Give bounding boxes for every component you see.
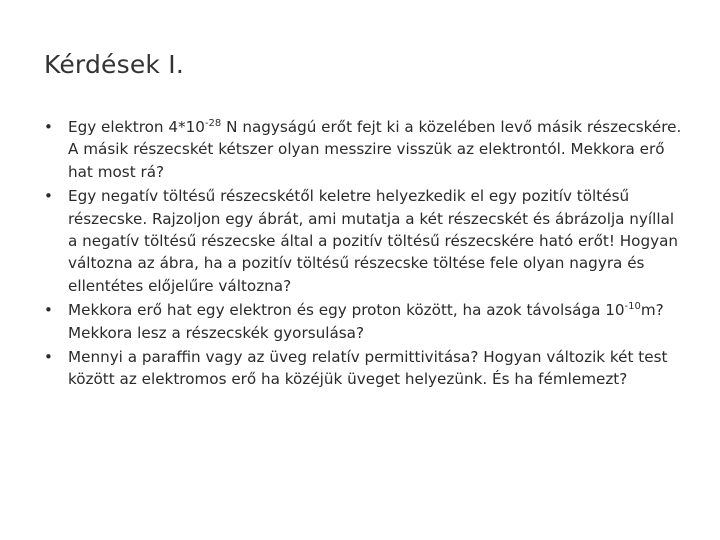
question-item-1 [44,116,684,183]
question-item-2 [44,185,684,297]
question-4-text: Mennyi a paraffin vagy az üveg relatív permittivitása? Hogyan változik két test között az elektromos erő ha közéjük üveget helyezünk. És ha fémlemezt? [68,348,668,389]
question-list [44,116,684,393]
question-1-text-start: Egy elektron 4*10 [68,118,205,136]
bullet-icon: • [44,348,53,367]
question-item-3 [44,299,684,344]
question-3-text-start: Mekkora erő hat egy elektron és egy proton között, ha azok távolsága 10 [68,301,625,320]
question-3-exponent: -10 [624,301,641,313]
question-1-exponent: -28 [204,117,222,129]
question-item-4 [44,346,684,391]
bullet-icon: • [44,301,53,320]
slide-title: Kérdések I. [44,50,184,79]
question-3-text-end: m? Mekkora lesz a részecskék gyorsulása? [68,301,664,342]
bullet-icon: • [44,118,53,136]
bullet-icon: • [44,187,53,206]
question-2-text: Egy negatív töltésű részecskétől keletre helyezkedik el egy pozitív töltésű részecske. Rajzoljon egy ábrát, ami mutatja a két részecskét és ábrázolja nyíllal a negatív töltésű részecske által a pozitív töltésű részecskére ható erőt! Hogyan változna az ábra, ha a pozitív töltésű részecske töltése fele olyan nagyra és ellentétes előjelűre változna? [68,187,679,295]
question-1-text-end: N nagyságú erőt fejt ki a közelében levő másik részecskére. A másik részecskét kétszer olyan messzire visszük az elektrontól. Mekkora erő hat most rá? [68,118,682,181]
